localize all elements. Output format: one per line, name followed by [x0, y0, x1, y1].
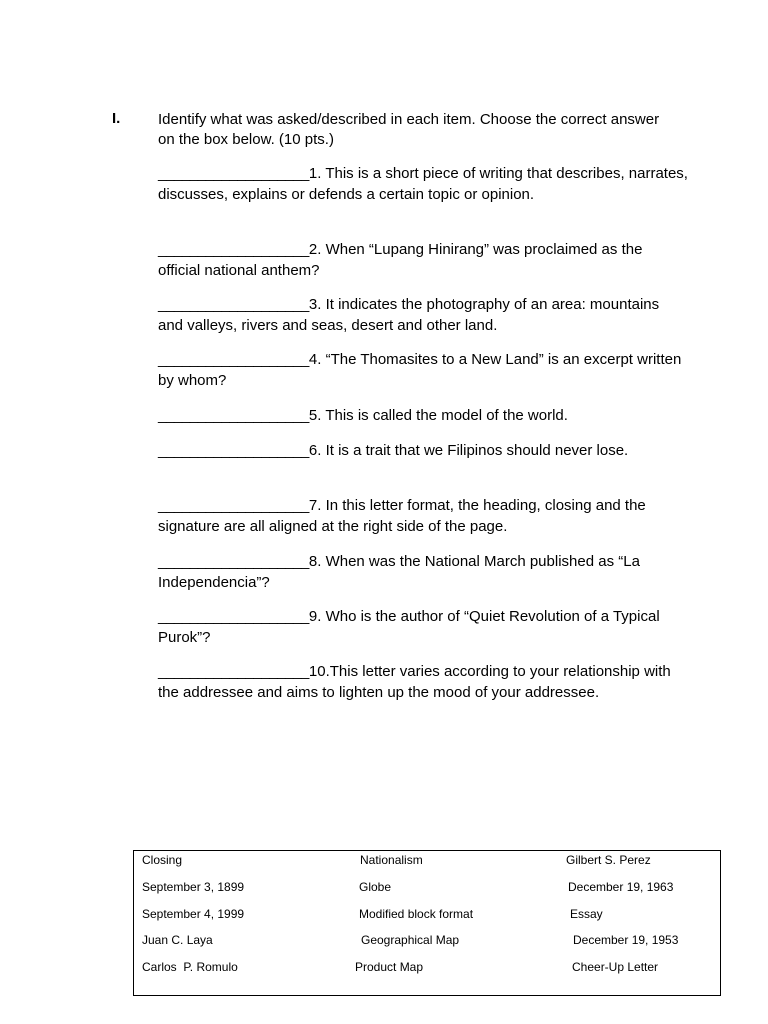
question-item: [158, 441, 688, 462]
answer-blank: ___________________: [158, 296, 309, 313]
instructions: Identify what was asked/described in each item. Choose the correct answer on the box below. (10 pts.): [158, 111, 660, 148]
question-text: 7. In this letter format, the heading, closing and the signature are all aligned at the right side of the page.: [158, 497, 646, 535]
answer-blank: ___________________: [158, 442, 309, 459]
question-item: [158, 607, 688, 648]
question-item: [158, 295, 688, 336]
answer-choices-box: [133, 850, 721, 996]
answer-choice: Carlos P. Romulo: [142, 960, 238, 974]
answer-blank: ___________________: [158, 241, 309, 258]
answer-choice: September 4, 1999: [142, 907, 245, 921]
question-text: 9. Who is the author of “Quiet Revolution of a Typical Purok”?: [158, 608, 660, 646]
answer-choice: December 19, 1963: [568, 880, 674, 894]
section-numeral: I.: [112, 110, 121, 127]
question-item: [158, 496, 688, 537]
answer-blank: ___________________: [158, 553, 309, 570]
answer-choice: Geographical Map: [361, 933, 460, 947]
question-item: [158, 164, 688, 205]
question-item: [158, 240, 688, 281]
question-text: 4. “The Thomasites to a New Land” is an excerpt written by whom?: [158, 351, 682, 389]
answer-blank: ___________________: [158, 608, 309, 625]
answer-blank: ___________________: [158, 351, 309, 368]
answer-choice: Globe: [359, 880, 392, 894]
answer-choice: Cheer-Up Letter: [572, 960, 659, 974]
question-text: 1. This is a short piece of writing that describes, narrates, discusses, explains or defends a certain topic or opinion.: [158, 165, 688, 203]
answer-blank: ___________________: [158, 165, 309, 182]
answer-choice: Closing: [142, 853, 183, 867]
question-text: 10.This letter varies according to your relationship with the addressee and aims to lighten up the mood of your addressee.: [158, 663, 671, 701]
question-text: 8. When was the National March published as “La Independencia”?: [158, 553, 640, 591]
answer-choice: Nationalism: [360, 853, 423, 867]
answer-blank: ___________________: [158, 407, 309, 424]
answer-choice: Juan C. Laya: [142, 933, 213, 947]
answer-choice: Gilbert S. Perez: [566, 853, 651, 867]
answer-choice: Essay: [570, 907, 603, 921]
question-item: [158, 406, 688, 427]
answer-choice: Product Map: [355, 960, 424, 974]
answer-choice: Modified block format: [359, 907, 474, 921]
question-item: [158, 552, 688, 593]
answer-choice: September 3, 1899: [142, 880, 245, 894]
answer-blank: ___________________: [158, 497, 309, 514]
question-text: 6. It is a trait that we Filipinos should never lose.: [308, 442, 629, 459]
question-text: 3. It indicates the photography of an area: mountains and valleys, rivers and seas, desert and other land.: [158, 296, 660, 334]
question-item: [158, 350, 688, 391]
question-text: 2. When “Lupang Hinirang” was proclaimed as the official national anthem?: [158, 241, 643, 279]
question-item: [158, 662, 688, 703]
answer-choice: December 19, 1953: [573, 933, 679, 947]
question-text: 5. This is called the model of the world.: [308, 407, 568, 424]
answer-blank: ___________________: [158, 663, 309, 680]
